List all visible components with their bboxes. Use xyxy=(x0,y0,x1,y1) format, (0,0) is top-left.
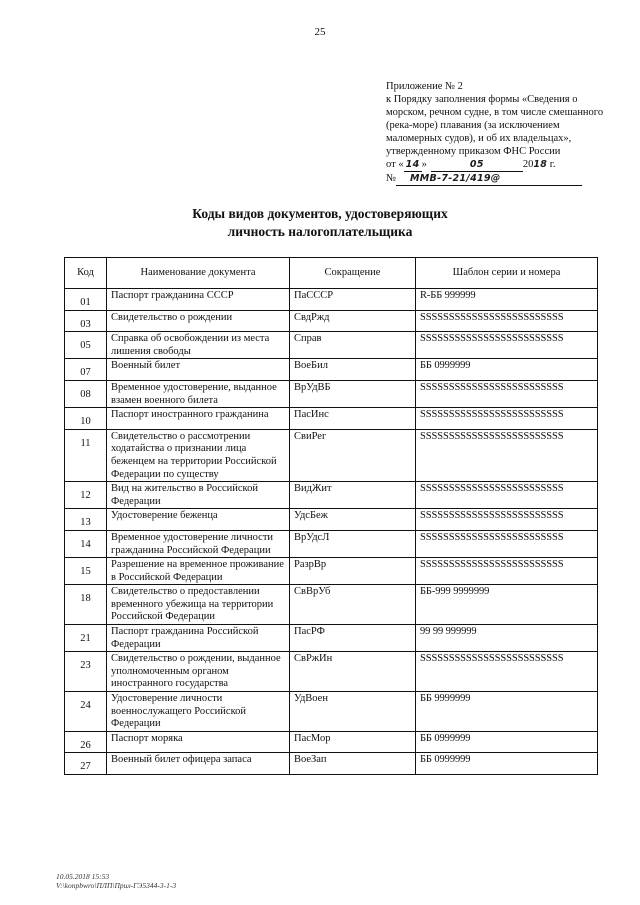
cell-code: 03 xyxy=(65,310,107,332)
table-row xyxy=(65,585,598,625)
cell-abbreviation: ПасИнс xyxy=(290,408,416,430)
cell-code: 23 xyxy=(65,652,107,692)
appendix-block xyxy=(386,80,631,186)
cell-code: 13 xyxy=(65,509,107,531)
cell-series-template: SSSSSSSSSSSSSSSSSSSSSSSSS xyxy=(416,509,598,531)
cell-abbreviation: ПасРФ xyxy=(290,625,416,652)
number-prefix: № xyxy=(386,173,397,184)
cell-code: 05 xyxy=(65,332,107,359)
footer-timestamp: 10.05.2018 15:53 xyxy=(56,872,110,881)
table-row xyxy=(65,359,598,381)
page-number: 25 xyxy=(314,26,326,38)
cell-series-template: SSSSSSSSSSSSSSSSSSSSSSSSS xyxy=(416,332,598,359)
cell-abbreviation: ВоеБил xyxy=(290,359,416,381)
cell-document-name: Военный билет xyxy=(107,359,290,381)
cell-code: 21 xyxy=(65,625,107,652)
cell-document-name: Временное удостоверение, выданное взамен военного билета xyxy=(107,380,290,407)
cell-series-template: ББ-999 9999999 xyxy=(416,585,598,625)
cell-document-name: Паспорт гражданина Российской Федерации xyxy=(107,625,290,652)
cell-series-template: 99 99 999999 xyxy=(416,625,598,652)
cell-series-template: SSSSSSSSSSSSSSSSSSSSSSSSS xyxy=(416,429,598,481)
cell-code: 15 xyxy=(65,558,107,585)
cell-series-template: SSSSSSSSSSSSSSSSSSSSSSSSS xyxy=(416,380,598,407)
date-mid: » xyxy=(421,159,427,170)
cell-code: 01 xyxy=(65,289,107,311)
cell-document-name: Свидетельство о рождении xyxy=(107,310,290,332)
appendix-line: к Порядку заполнения формы «Сведения о xyxy=(386,94,578,105)
date-month-handwritten: 05 xyxy=(431,158,523,172)
appendix-line: маломерных судов), и об их владельцах», xyxy=(386,133,572,144)
title-line-1: Коды видов документов, удостоверяющих xyxy=(192,206,448,221)
cell-code: 07 xyxy=(65,359,107,381)
header-code: Код xyxy=(65,258,107,289)
appendix-line: утвержденному приказом ФНС России xyxy=(386,146,561,157)
cell-abbreviation: СвдРжд xyxy=(290,310,416,332)
footer xyxy=(56,872,176,890)
cell-abbreviation: ВрУдВБ xyxy=(290,380,416,407)
table-row xyxy=(65,289,598,311)
cell-code: 27 xyxy=(65,753,107,775)
cell-document-name: Справка об освобождении из места лишения свободы xyxy=(107,332,290,359)
cell-document-name: Временное удостоверение личности гражданина Российской Федерации xyxy=(107,530,290,557)
title-line-2: личность налогоплательщика xyxy=(227,224,413,239)
table-row xyxy=(65,332,598,359)
cell-abbreviation: УдВоен xyxy=(290,692,416,732)
cell-code: 10 xyxy=(65,408,107,430)
table-row xyxy=(65,558,598,585)
cell-code: 08 xyxy=(65,380,107,407)
cell-series-template: SSSSSSSSSSSSSSSSSSSSSSSSS xyxy=(416,652,598,692)
cell-document-name: Военный билет офицера запаса xyxy=(107,753,290,775)
table-row xyxy=(65,625,598,652)
cell-abbreviation: ВоеЗап xyxy=(290,753,416,775)
header-template: Шаблон серии и номера xyxy=(416,258,598,289)
order-number-line xyxy=(386,172,631,186)
date-prefix: от « xyxy=(386,159,404,170)
cell-series-template: R-ББ 999999 xyxy=(416,289,598,311)
header-name: Наименование документа xyxy=(107,258,290,289)
cell-document-name: Удостоверение беженца xyxy=(107,509,290,531)
cell-document-name: Свидетельство о рассмотрении ходатайства о признании лица беженцем на территории Российской Федерации по существу xyxy=(107,429,290,481)
order-number-handwritten: ММВ-7-21/419@ xyxy=(396,172,582,186)
table-row xyxy=(65,753,598,775)
footer-file-path: V:\konpbwro\ПЛП\Прил-ГЭ5344-3-1-3 xyxy=(56,881,177,890)
cell-abbreviation: РазрВр xyxy=(290,558,416,585)
table-body xyxy=(65,289,598,775)
table-row xyxy=(65,310,598,332)
document-codes-table xyxy=(64,257,598,775)
cell-abbreviation: Справ xyxy=(290,332,416,359)
cell-document-name: Паспорт гражданина СССР xyxy=(107,289,290,311)
cell-code: 11 xyxy=(65,429,107,481)
cell-document-name: Паспорт моряка xyxy=(107,731,290,753)
cell-abbreviation: ВидЖит xyxy=(290,482,416,509)
table-row xyxy=(65,652,598,692)
cell-document-name: Удостоверение личности военнослужащего Российской Федерации xyxy=(107,692,290,732)
header-abbr: Сокращение xyxy=(290,258,416,289)
table-row xyxy=(65,380,598,407)
date-year-prefix: 20 xyxy=(522,159,534,170)
cell-abbreviation: ПасМор xyxy=(290,731,416,753)
cell-abbreviation: СвРжИн xyxy=(290,652,416,692)
cell-series-template: SSSSSSSSSSSSSSSSSSSSSSSSS xyxy=(416,408,598,430)
table-row xyxy=(65,731,598,753)
order-date-line xyxy=(386,158,631,172)
cell-document-name: Свидетельство о предоставлении временного убежища на территории Российской Федерации xyxy=(107,585,290,625)
date-suffix: г. xyxy=(547,159,556,170)
cell-code: 18 xyxy=(65,585,107,625)
cell-code: 14 xyxy=(65,530,107,557)
cell-document-name: Свидетельство о рождении, выданное уполномоченным органом иностранного государства xyxy=(107,652,290,692)
cell-abbreviation: СвиРег xyxy=(290,429,416,481)
table-row xyxy=(65,408,598,430)
table-row xyxy=(65,530,598,557)
cell-code: 12 xyxy=(65,482,107,509)
table-header-row xyxy=(65,258,598,289)
table-row xyxy=(65,509,598,531)
cell-series-template: SSSSSSSSSSSSSSSSSSSSSSSSS xyxy=(416,310,598,332)
cell-series-template: SSSSSSSSSSSSSSSSSSSSSSSSS xyxy=(416,530,598,557)
cell-abbreviation: ПаСССР xyxy=(290,289,416,311)
cell-abbreviation: СвВрУб xyxy=(290,585,416,625)
appendix-line: Приложение № 2 xyxy=(386,81,463,92)
table-row xyxy=(65,429,598,481)
cell-code: 24 xyxy=(65,692,107,732)
cell-series-template: ББ 0999999 xyxy=(416,731,598,753)
appendix-line: (река-море) плавания (за исключением xyxy=(386,120,560,131)
document-title xyxy=(150,205,490,241)
cell-document-name: Паспорт иностранного гражданина xyxy=(107,408,290,430)
cell-abbreviation: ВрУдсЛ xyxy=(290,530,416,557)
cell-series-template: SSSSSSSSSSSSSSSSSSSSSSSSS xyxy=(416,482,598,509)
cell-code: 26 xyxy=(65,731,107,753)
cell-series-template: ББ 9999999 xyxy=(416,692,598,732)
cell-document-name: Разрешение на временное проживание в Российской Федерации xyxy=(107,558,290,585)
date-year-handwritten: 18 xyxy=(533,159,548,170)
cell-series-template: ББ 0999999 xyxy=(416,359,598,381)
cell-series-template: ББ 0999999 xyxy=(416,753,598,775)
cell-series-template: SSSSSSSSSSSSSSSSSSSSSSSSS xyxy=(416,558,598,585)
cell-abbreviation: УдсБеж xyxy=(290,509,416,531)
table-row xyxy=(65,482,598,509)
table-row xyxy=(65,692,598,732)
date-day-handwritten: 14 xyxy=(404,158,422,172)
cell-document-name: Вид на жительство в Российской Федерации xyxy=(107,482,290,509)
appendix-line: морском, речном судне, в том числе смешанного xyxy=(386,107,604,118)
